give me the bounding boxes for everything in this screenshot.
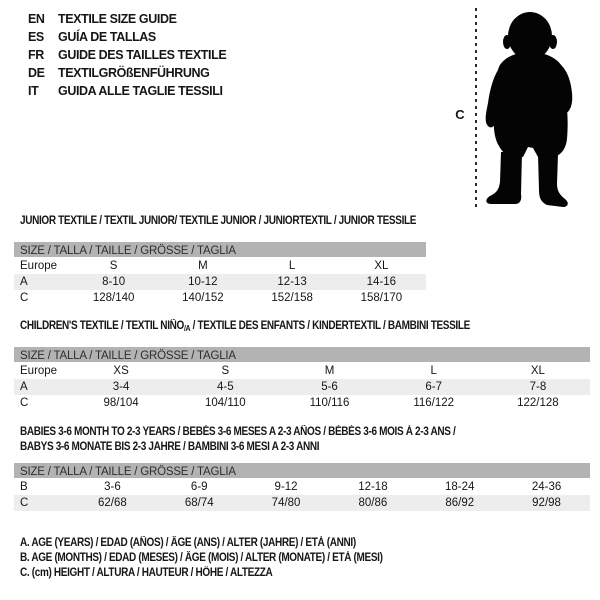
- size-row-c: [14, 495, 590, 511]
- size-cell: 104/110: [204, 397, 246, 409]
- row-label: A: [20, 276, 28, 288]
- size-cell: 8-10: [102, 276, 126, 288]
- size-row-europe: [14, 258, 426, 274]
- size-table-junior: [14, 214, 426, 306]
- size-cell: 128/140: [92, 292, 135, 304]
- size-cell: 80/86: [358, 497, 388, 509]
- footnotes: [20, 536, 437, 581]
- table-title: [14, 319, 590, 336]
- size-header-bar: [14, 463, 590, 478]
- language-row: [28, 10, 226, 28]
- table-title: [14, 425, 590, 455]
- language-code: EN: [28, 12, 45, 26]
- size-cell: 74/80: [271, 497, 301, 509]
- language-code: IT: [28, 84, 39, 98]
- size-cell: 24-36: [531, 481, 562, 493]
- row-label: C: [20, 397, 29, 409]
- row-label: A: [20, 381, 28, 393]
- size-cell: 122/128: [517, 397, 559, 409]
- row-label: Europe: [20, 260, 58, 272]
- footnote-c: [20, 566, 437, 581]
- language-guide: [28, 10, 226, 100]
- language-code: DE: [28, 66, 45, 80]
- table-title-line: JUNIOR TEXTILE / TEXTIL JUNIOR/ TEXTILE JUNIOR / JUNIORTEXTIL / JUNIOR TESSILE: [20, 215, 417, 227]
- size-cell: 12-13: [277, 276, 307, 288]
- height-measure-line: [475, 8, 477, 207]
- footnote-text: C. (cm) HEIGHT / ALTURA / HAUTEUR / HÖHE / ALTEZZA: [20, 567, 273, 579]
- size-row-c: [14, 395, 590, 411]
- size-cell: 9-12: [274, 481, 298, 493]
- size-row-a: [14, 274, 426, 290]
- size-cell: 3-6: [104, 481, 121, 493]
- size-cell: 6-9: [190, 481, 208, 493]
- size-cell: 110/116: [309, 397, 350, 409]
- language-row: [28, 46, 226, 64]
- size-cell: 14-16: [366, 276, 397, 288]
- size-cell: XL: [530, 365, 545, 377]
- language-label: GUÍA DE TALLAS: [58, 30, 156, 44]
- size-cell: 158/170: [360, 292, 403, 304]
- size-cell: 116/122: [413, 397, 455, 409]
- row-label: C: [20, 497, 29, 509]
- language-row: [28, 64, 226, 82]
- table-title-line: CHILDREN'S TEXTILE / TEXTIL $NIÑO_{/A}$ / TEXTILE DES ENFANTS / KINDERTEXTIL / BAMBINI TESSILE: [20, 320, 470, 333]
- size-cell: 10-12: [188, 276, 218, 288]
- size-header-label: SIZE / TALLA / TAILLE / GRÖSSE / TAGLIA: [20, 466, 236, 478]
- language-row: [28, 82, 226, 100]
- table-rows: [14, 363, 590, 411]
- size-cell: 4-5: [216, 381, 234, 393]
- size-cell: L: [288, 260, 296, 272]
- row-label: C: [20, 292, 29, 304]
- size-cell: L: [430, 365, 437, 377]
- size-cell: 92/98: [532, 497, 561, 509]
- size-cell: 86/92: [445, 497, 475, 509]
- row-label: Europe: [20, 365, 58, 377]
- size-cell: 3-4: [112, 381, 130, 393]
- size-header-bar: [14, 242, 426, 257]
- size-cell: 68/74: [184, 497, 214, 509]
- size-header-label: SIZE / TALLA / TAILLE / GRÖSSE / TAGLIA: [20, 245, 236, 257]
- size-cell: 62/68: [98, 497, 127, 509]
- size-row-a: [14, 379, 590, 395]
- language-row: [28, 28, 226, 46]
- size-cell: 140/152: [182, 292, 224, 304]
- size-cell: 152/158: [271, 292, 313, 304]
- language-code: ES: [28, 30, 44, 44]
- size-cell: XS: [113, 365, 129, 377]
- size-cell: S: [221, 365, 230, 377]
- language-label: TEXTILE SIZE GUIDE: [58, 12, 177, 26]
- language-label: TEXTILGRÖßENFÜHRUNG: [58, 66, 210, 80]
- footnote-b: [20, 551, 437, 566]
- footnote-a: [20, 536, 437, 551]
- table-title: [14, 214, 426, 229]
- size-cell: 7-8: [529, 381, 547, 393]
- footnote-text: B. AGE (MONTHS) / EDAD (MESES) / ÂGE (MOIS) / ALTER (MONATE) / ETÀ (MESI): [20, 552, 383, 564]
- size-cell: M: [198, 260, 208, 272]
- size-cell: S: [109, 260, 118, 272]
- size-table-children: [14, 319, 590, 411]
- language-label: GUIDE DES TAILLES TEXTILE: [58, 48, 227, 62]
- size-cell: XL: [374, 260, 389, 272]
- size-header-label: SIZE / TALLA / TAILLE / GRÖSSE / TAGLIA: [20, 350, 236, 362]
- size-row-c: [14, 290, 426, 306]
- size-cell: 18-24: [445, 481, 475, 493]
- size-header-bar: [14, 347, 590, 362]
- table-title-line: BABIES 3-6 MONTH TO 2-3 YEARS / BEBÉS 3-6 MESES A 2-3 AÑOS / BÉBÉS 3-6 MOIS À 2-3 ANS /: [20, 426, 456, 438]
- size-table-babies: [14, 425, 590, 511]
- size-cell: 6-7: [425, 381, 443, 393]
- size-cell: 5-6: [321, 381, 338, 393]
- size-cell: 12-18: [358, 481, 388, 493]
- language-code: FR: [28, 48, 44, 62]
- table-rows: [14, 479, 590, 511]
- language-label: GUIDA ALLE TAGLIE TESSILI: [58, 84, 223, 98]
- footnote-text: A. AGE (YEARS) / EDAD (AÑOS) / ÂGE (ANS) / ALTER (JAHRE) / ETÀ (ANNI): [20, 537, 356, 549]
- toddler-silhouette: [481, 6, 593, 208]
- table-title-line: BABYS 3-6 MONATE BIS 2-3 JAHRE / BAMBINI 3-6 MESI A 2-3 ANNI: [20, 441, 320, 453]
- height-measure-label: C: [455, 107, 465, 122]
- size-row-b: [14, 479, 590, 495]
- table-rows: [14, 258, 426, 306]
- row-label: B: [20, 481, 28, 493]
- size-row-europe: [14, 363, 590, 379]
- size-cell: 98/104: [103, 397, 139, 409]
- size-cell: M: [324, 365, 335, 377]
